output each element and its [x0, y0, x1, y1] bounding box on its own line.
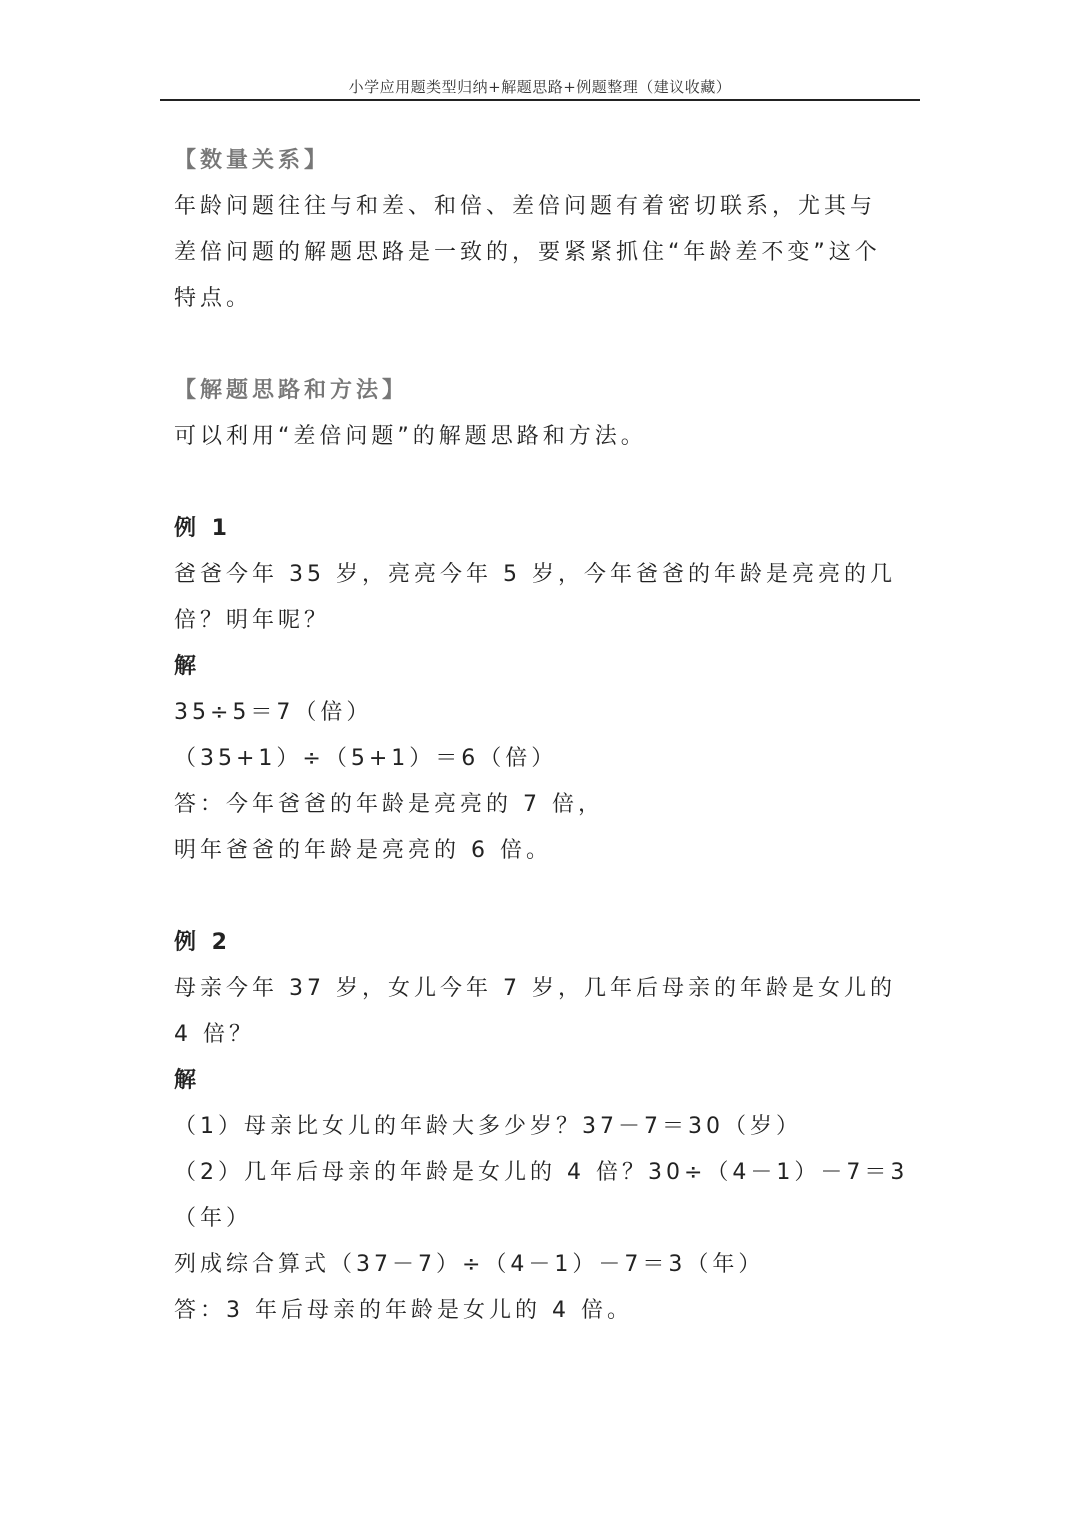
- example-2-heading: 例 2: [174, 930, 231, 955]
- method-heading: 【解题思路和方法】: [174, 378, 409, 403]
- example-1-step: 35÷5＝7（倍）: [174, 700, 373, 725]
- quantity-relation-heading: 【数量关系】: [174, 148, 331, 173]
- spacer: [174, 322, 914, 368]
- header-divider: [160, 99, 920, 101]
- example-2-question-line: 母亲今年 37 岁，女儿今年 7 岁，几年后母亲的年龄是女儿的: [174, 976, 896, 1001]
- example-1-question-line: 倍？明年呢？: [174, 608, 331, 633]
- paragraph-line: 特点。: [174, 286, 253, 311]
- example-1-step: （35+1）÷（5+1）＝6（倍）: [174, 746, 558, 771]
- paragraph-line: 差倍问题的解题思路是一致的，要紧紧抓住“年龄差不变”这个: [174, 240, 881, 265]
- example-2-step: （年）: [174, 1206, 253, 1231]
- paragraph-line: 年龄问题往往与和差、和倍、差倍问题有着密切联系，尤其与: [174, 194, 877, 219]
- spacer: [174, 874, 914, 920]
- example-2-solution-label: 解: [174, 1068, 201, 1093]
- example-2-step: 列成综合算式（37－7）÷（4－1）－7＝3（年）: [174, 1252, 765, 1277]
- example-1-answer: 明年爸爸的年龄是亮亮的 6 倍。: [174, 838, 552, 863]
- paragraph-line: 可以利用“差倍问题”的解题思路和方法。: [174, 424, 647, 449]
- example-1-question-line: 爸爸今年 35 岁，亮亮今年 5 岁，今年爸爸的年龄是亮亮的几: [174, 562, 896, 587]
- example-2-step: （1）母亲比女儿的年龄大多少岁？37－7＝30（岁）: [174, 1114, 802, 1139]
- document-body: [174, 138, 914, 1334]
- example-2-step: （2）几年后母亲的年龄是女儿的 4 倍？30÷（4－1）－7＝3: [174, 1160, 909, 1185]
- spacer: [174, 460, 914, 506]
- example-2-question-line: 4 倍？: [174, 1022, 255, 1047]
- example-2-answer: 答：3 年后母亲的年龄是女儿的 4 倍。: [174, 1298, 633, 1323]
- page-header-title: 小学应用题类型归纳+解题思路+例题整理（建议收藏）: [348, 78, 732, 96]
- example-1-answer: 答：今年爸爸的年龄是亮亮的 7 倍，: [174, 792, 604, 817]
- example-1-solution-label: 解: [174, 654, 201, 679]
- example-1-heading: 例 1: [174, 516, 231, 541]
